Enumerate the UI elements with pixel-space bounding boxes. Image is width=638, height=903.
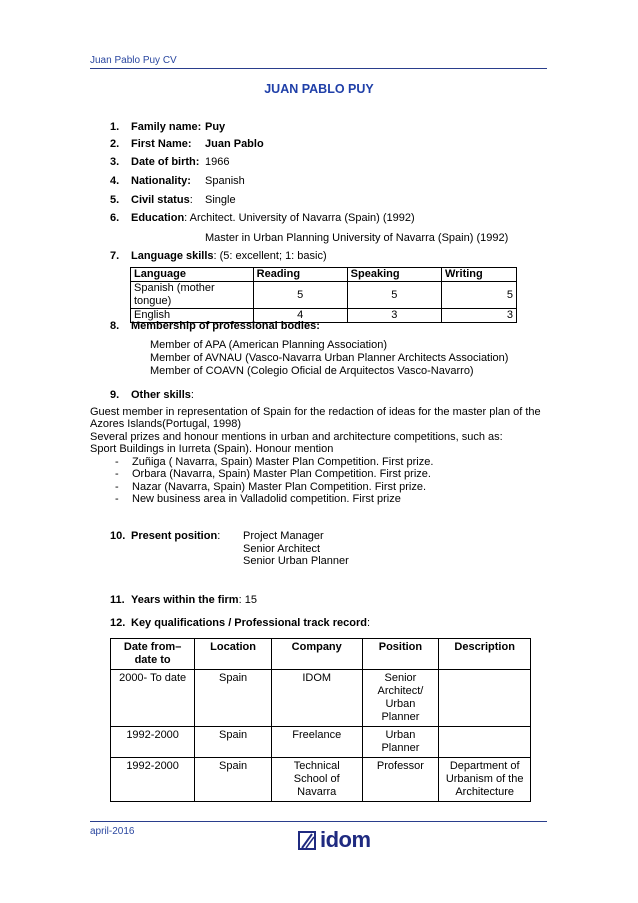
field-number: 1.: [110, 121, 120, 133]
field-number: 9.: [110, 389, 120, 401]
field-value: Puy: [205, 121, 226, 133]
column-header: Company: [271, 639, 362, 670]
column-header: Speaking: [347, 268, 441, 282]
field-number: 11.: [110, 594, 125, 606]
membership-item: Member of AVNAU (Vasco-Navarra Urban Planner Architects Association): [150, 352, 509, 364]
table-cell: Professor: [362, 758, 439, 802]
field-label: Present position: [131, 530, 218, 542]
table-header-row: [111, 639, 531, 670]
column-header: Reading: [253, 268, 347, 282]
table-cell: Urban Planner: [362, 727, 439, 758]
education-line-2: Master in Urban Planning University of Navarra (Spain) (1992): [205, 232, 509, 244]
column-header: Position: [362, 639, 439, 670]
table-cell: 5: [253, 282, 347, 309]
column-header: Description: [439, 639, 531, 670]
table-cell: 2000- To date: [111, 670, 195, 727]
table-cell: 3: [347, 309, 441, 323]
idom-logo: [298, 827, 376, 855]
table-cell: 1992-2000: [111, 758, 195, 802]
membership-item: Member of COAVN (Colegio Oficial de Arquitectos Vasco-Navarro): [150, 365, 474, 377]
field-number: 12.: [110, 617, 126, 629]
field-number: 2.: [110, 138, 120, 150]
table-cell: English: [131, 309, 254, 323]
table-cell: 5: [442, 282, 517, 309]
table-cell: IDOM: [271, 670, 362, 727]
field-label: Family name:: [131, 121, 202, 133]
field-label: Date of birth:: [131, 156, 200, 168]
footer-rule: [90, 821, 547, 822]
years-value: : 15: [238, 594, 257, 606]
table-row: [111, 670, 531, 727]
table-row: [111, 758, 531, 802]
column-header: Writing: [442, 268, 517, 282]
field-value: Spanish: [205, 175, 245, 187]
field-label: Other skills: [131, 389, 191, 401]
table-header-row: [131, 268, 517, 282]
table-cell: Freelance: [271, 727, 362, 758]
field-number: 8.: [110, 320, 120, 332]
list-item-text: Nazar (Navarra, Spain) Master Plan Competition. First prize.: [132, 481, 427, 493]
field-number: 7.: [110, 250, 120, 262]
table-cell: Spain: [195, 670, 272, 727]
list-item-text: Orbara (Navarra, Spain) Master Plan Competition. First prize.: [132, 468, 431, 480]
table-row: [131, 282, 517, 309]
field-label: First Name:: [131, 138, 192, 150]
field-separator: :: [190, 389, 194, 401]
field-number: 6.: [110, 212, 120, 224]
table-cell: Senior Architect/ Urban Planner: [362, 670, 439, 727]
field-separator: :: [366, 617, 371, 629]
field-label: Education: [131, 212, 185, 224]
idom-logo-text: idom: [320, 827, 371, 852]
table-cell: Spanish (mother tongue): [131, 282, 254, 309]
language-note: : (5: excellent; 1: basic): [213, 250, 327, 262]
table-cell: 5: [347, 282, 441, 309]
header-rule: [90, 68, 547, 69]
table-cell: 3: [442, 309, 517, 323]
table-cell: Technical School of Navarra: [271, 758, 362, 802]
list-item: - Zuñiga ( Navarra, Spain) Master Plan Competition. First prize.: [115, 456, 434, 468]
list-item-text: Zuñiga ( Navarra, Spain) Master Plan Competition. First prize.: [132, 456, 434, 468]
education-line: : Architect. University of Navarra (Spain) (1992): [184, 212, 415, 224]
field-label: Key qualifications / Professional track record: [131, 617, 367, 629]
table-cell: [439, 670, 531, 727]
table-cell: 4: [253, 309, 347, 323]
list-item: - Orbara (Navarra, Spain) Master Plan Competition. First prize.: [115, 468, 431, 480]
field-value: Juan Pablo: [205, 138, 264, 150]
field-number: 3.: [110, 156, 120, 168]
language-table: [130, 267, 517, 323]
field-label: Nationality:: [131, 175, 191, 187]
field-label: Civil status: [131, 194, 190, 206]
field-separator: :: [189, 194, 193, 206]
list-item: - New business area in Valladolid competition. First prize: [115, 493, 401, 505]
list-item-text: New business area in Valladolid competition. First prize: [132, 493, 401, 505]
table-cell: Department of Urbanism of the Architecture: [439, 758, 531, 802]
track-record-table: [110, 638, 531, 802]
field-number: 5.: [110, 194, 120, 206]
position-item: Senior Architect: [243, 543, 321, 555]
field-value: 1966: [205, 156, 230, 168]
table-row: [111, 727, 531, 758]
field-number: 4.: [110, 175, 120, 187]
table-cell: 1992-2000: [111, 727, 195, 758]
table-cell: Spain: [195, 758, 272, 802]
footer-date: april-2016: [90, 826, 135, 837]
field-label: Years within the firm: [131, 594, 239, 606]
field-value: Single: [205, 194, 236, 206]
field-label: Language skills: [131, 250, 214, 262]
list-item: - Nazar (Navarra, Spain) Master Plan Competition. First prize.: [115, 481, 427, 493]
other-skills-line: Sport Buildings in Iurreta (Spain). Honour mention: [90, 443, 334, 455]
field-separator: :: [217, 530, 221, 542]
table-cell: [439, 727, 531, 758]
column-header: Location: [195, 639, 272, 670]
other-skills-line: Azores Islands(Portugal, 1998): [90, 418, 242, 430]
field-label: Membership of professional bodies:: [131, 320, 320, 332]
position-item: Senior Urban Planner: [243, 555, 349, 567]
document-title: JUAN PABLO PUY: [264, 82, 374, 96]
membership-item: Member of APA (American Planning Association): [150, 339, 388, 351]
page-header: Juan Pablo Puy CV: [90, 55, 177, 66]
other-skills-line: Guest member in representation of Spain for the redaction of ideas for the master plan of the: [90, 406, 541, 418]
field-number: 10.: [110, 530, 126, 542]
column-header: Language: [131, 268, 254, 282]
column-header: Date from–date to: [111, 639, 195, 670]
position-item: Project Manager: [243, 530, 324, 542]
table-cell: Spain: [195, 727, 272, 758]
other-skills-line: Several prizes and honour mentions in urban and architecture competitions, such as:: [90, 431, 503, 443]
